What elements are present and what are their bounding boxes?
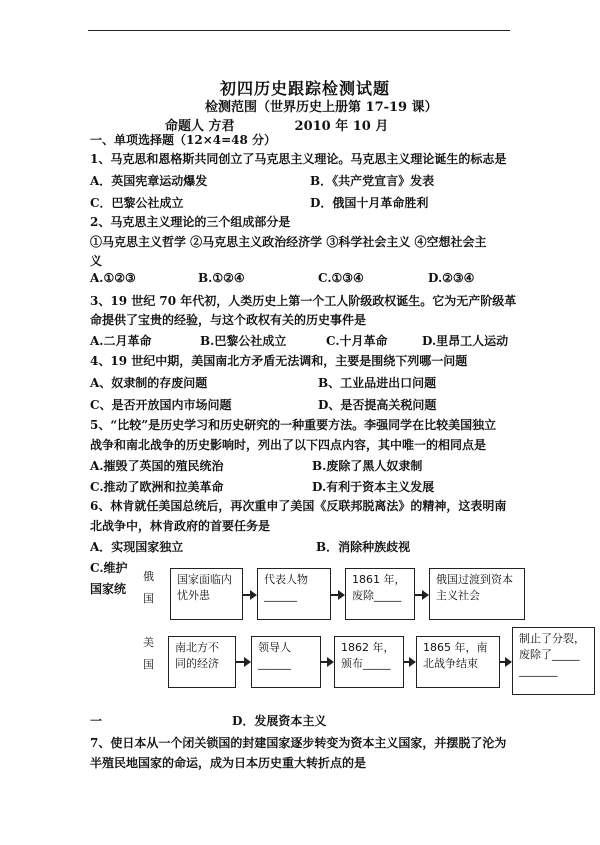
russia-box-1: 国家面临内忧外患 xyxy=(170,568,243,620)
q6-option-c-part3: 一 xyxy=(90,714,103,728)
usa-box-1: 南北方不同的经济 xyxy=(168,636,236,688)
q1-option-d: D．俄国十月革命胜利 xyxy=(310,196,429,210)
exam-title: 初四历史跟踪检测试题 xyxy=(220,79,391,98)
usa-box-2: 领导人______ xyxy=(251,636,321,688)
section-heading: 一、单项选择题（12×4=48 分） xyxy=(90,133,277,147)
q2-option-d: D.②③④ xyxy=(428,271,475,285)
arrow-icon xyxy=(415,594,427,596)
q6-option-b: B．消除种族歧视 xyxy=(316,540,411,554)
q6-option-c-part1: C.维护 xyxy=(90,561,128,575)
q4-option-c: C、是否开放国内市场问题 xyxy=(90,398,232,412)
question-7-stem-2: 半殖民地国家的命运，成为日本历史重大转折点的是 xyxy=(90,756,367,770)
usa-box-4: 1865 年，南北战争结束 xyxy=(416,636,500,688)
question-3-stem-2: 命提供了宝贵的经验，与这个政权有关的历史事件是 xyxy=(90,313,367,327)
q5-option-b: B.废除了黑人奴隶制 xyxy=(312,459,423,473)
question-2-stem: 2、马克思主义理论的三个组成部分是 xyxy=(90,215,291,229)
q4-option-d: D、是否提高关税问题 xyxy=(318,398,437,412)
russia-label: 俄国 xyxy=(143,570,154,605)
usa-box-3: 1862 年，颁布_____ xyxy=(334,636,404,688)
russia-box-4: 俄国过渡到资本主义社会 xyxy=(429,568,525,620)
exam-author: 命题人 方君 xyxy=(165,119,235,134)
question-3-stem-1: 3、19 世纪 70 年代初，人类历史上第一个工人阶级政权诞生。它为无产阶级革 xyxy=(90,294,517,308)
question-5-stem-1: 5、“比较”是历史学习和历史研究的一种重要方法。李强同学在比较美国独立 xyxy=(90,418,497,432)
russia-box-2: 代表人物______ xyxy=(257,568,331,620)
q2-option-c: C.①③④ xyxy=(318,271,364,285)
q6-option-c-part2: 国家统 xyxy=(90,582,127,596)
q3-option-d: D.里昂工人运动 xyxy=(422,334,509,348)
arrow-icon xyxy=(236,661,249,663)
q2-option-a: A.①②③ xyxy=(90,271,136,285)
question-4-stem: 4、19 世纪中期，美国南北方矛盾无法调和，主要是围绕下列哪一问题 xyxy=(90,354,468,368)
question-2-items-cont: 义 xyxy=(90,254,103,268)
question-7-stem-1: 7、使日本从一个闭关锁国的封建国家逐步转变为资本主义国家，并摆脱了沦为 xyxy=(90,736,507,750)
usa-label: 美国 xyxy=(143,636,154,671)
q4-option-b: B、工业品进出口问题 xyxy=(318,376,437,390)
q2-option-b: B.①②④ xyxy=(198,271,245,285)
russia-box-3: 1861 年，废除_____ xyxy=(345,568,415,620)
q5-option-c: C.推动了欧洲和拉美革命 xyxy=(90,480,224,494)
q1-option-b: B．《共产党宣言》发表 xyxy=(310,174,435,188)
q6-option-a: A．实现国家独立 xyxy=(90,540,184,554)
q1-option-a: A．英国宪章运动爆发 xyxy=(90,174,208,188)
top-rule xyxy=(88,30,510,31)
q5-option-d: D.有利于资本主义发展 xyxy=(312,480,435,494)
q4-option-a: A、奴隶制的存废问题 xyxy=(90,376,208,390)
q3-option-b: B.巴黎公社成立 xyxy=(200,334,287,348)
arrow-icon xyxy=(404,661,414,663)
usa-box-5: 制止了分裂，废除了_____ _______ xyxy=(512,627,595,695)
question-6-stem-1: 6、林肯就任美国总统后，再次重申了美国《反联邦脱离法》的精神，这表明南 xyxy=(90,499,507,513)
question-1-stem: 1、马克思和恩格斯共同创立了马克思主义理论。马克思主义理论诞生的标志是 xyxy=(90,152,507,166)
q1-option-c: C．巴黎公社成立 xyxy=(90,196,184,210)
question-6-stem-2: 北战争中，林肯政府的首要任务是 xyxy=(90,519,271,533)
q6-option-d: D．发展资本主义 xyxy=(232,714,327,728)
question-2-items: ①马克思主义哲学 ②马克思主义政治经济学 ③科学社会主义 ④空想社会主 xyxy=(90,235,487,249)
exam-date: 2010 年 10 月 xyxy=(294,119,389,134)
arrow-icon xyxy=(500,661,510,663)
arrow-icon xyxy=(321,661,332,663)
question-5-stem-2: 战争和南北战争的历史影响时，列出了以下四点内容，其中唯一的相同点是 xyxy=(90,438,487,452)
q3-option-c: C.十月革命 xyxy=(326,334,388,348)
q5-option-a: A.摧毁了英国的殖民统治 xyxy=(90,459,224,473)
arrow-icon xyxy=(243,594,255,596)
arrow-icon xyxy=(331,594,343,596)
q3-option-a: A.二月革命 xyxy=(90,334,152,348)
exam-scope: 检测范围（世界历史上册第 17-19 课） xyxy=(205,100,438,115)
